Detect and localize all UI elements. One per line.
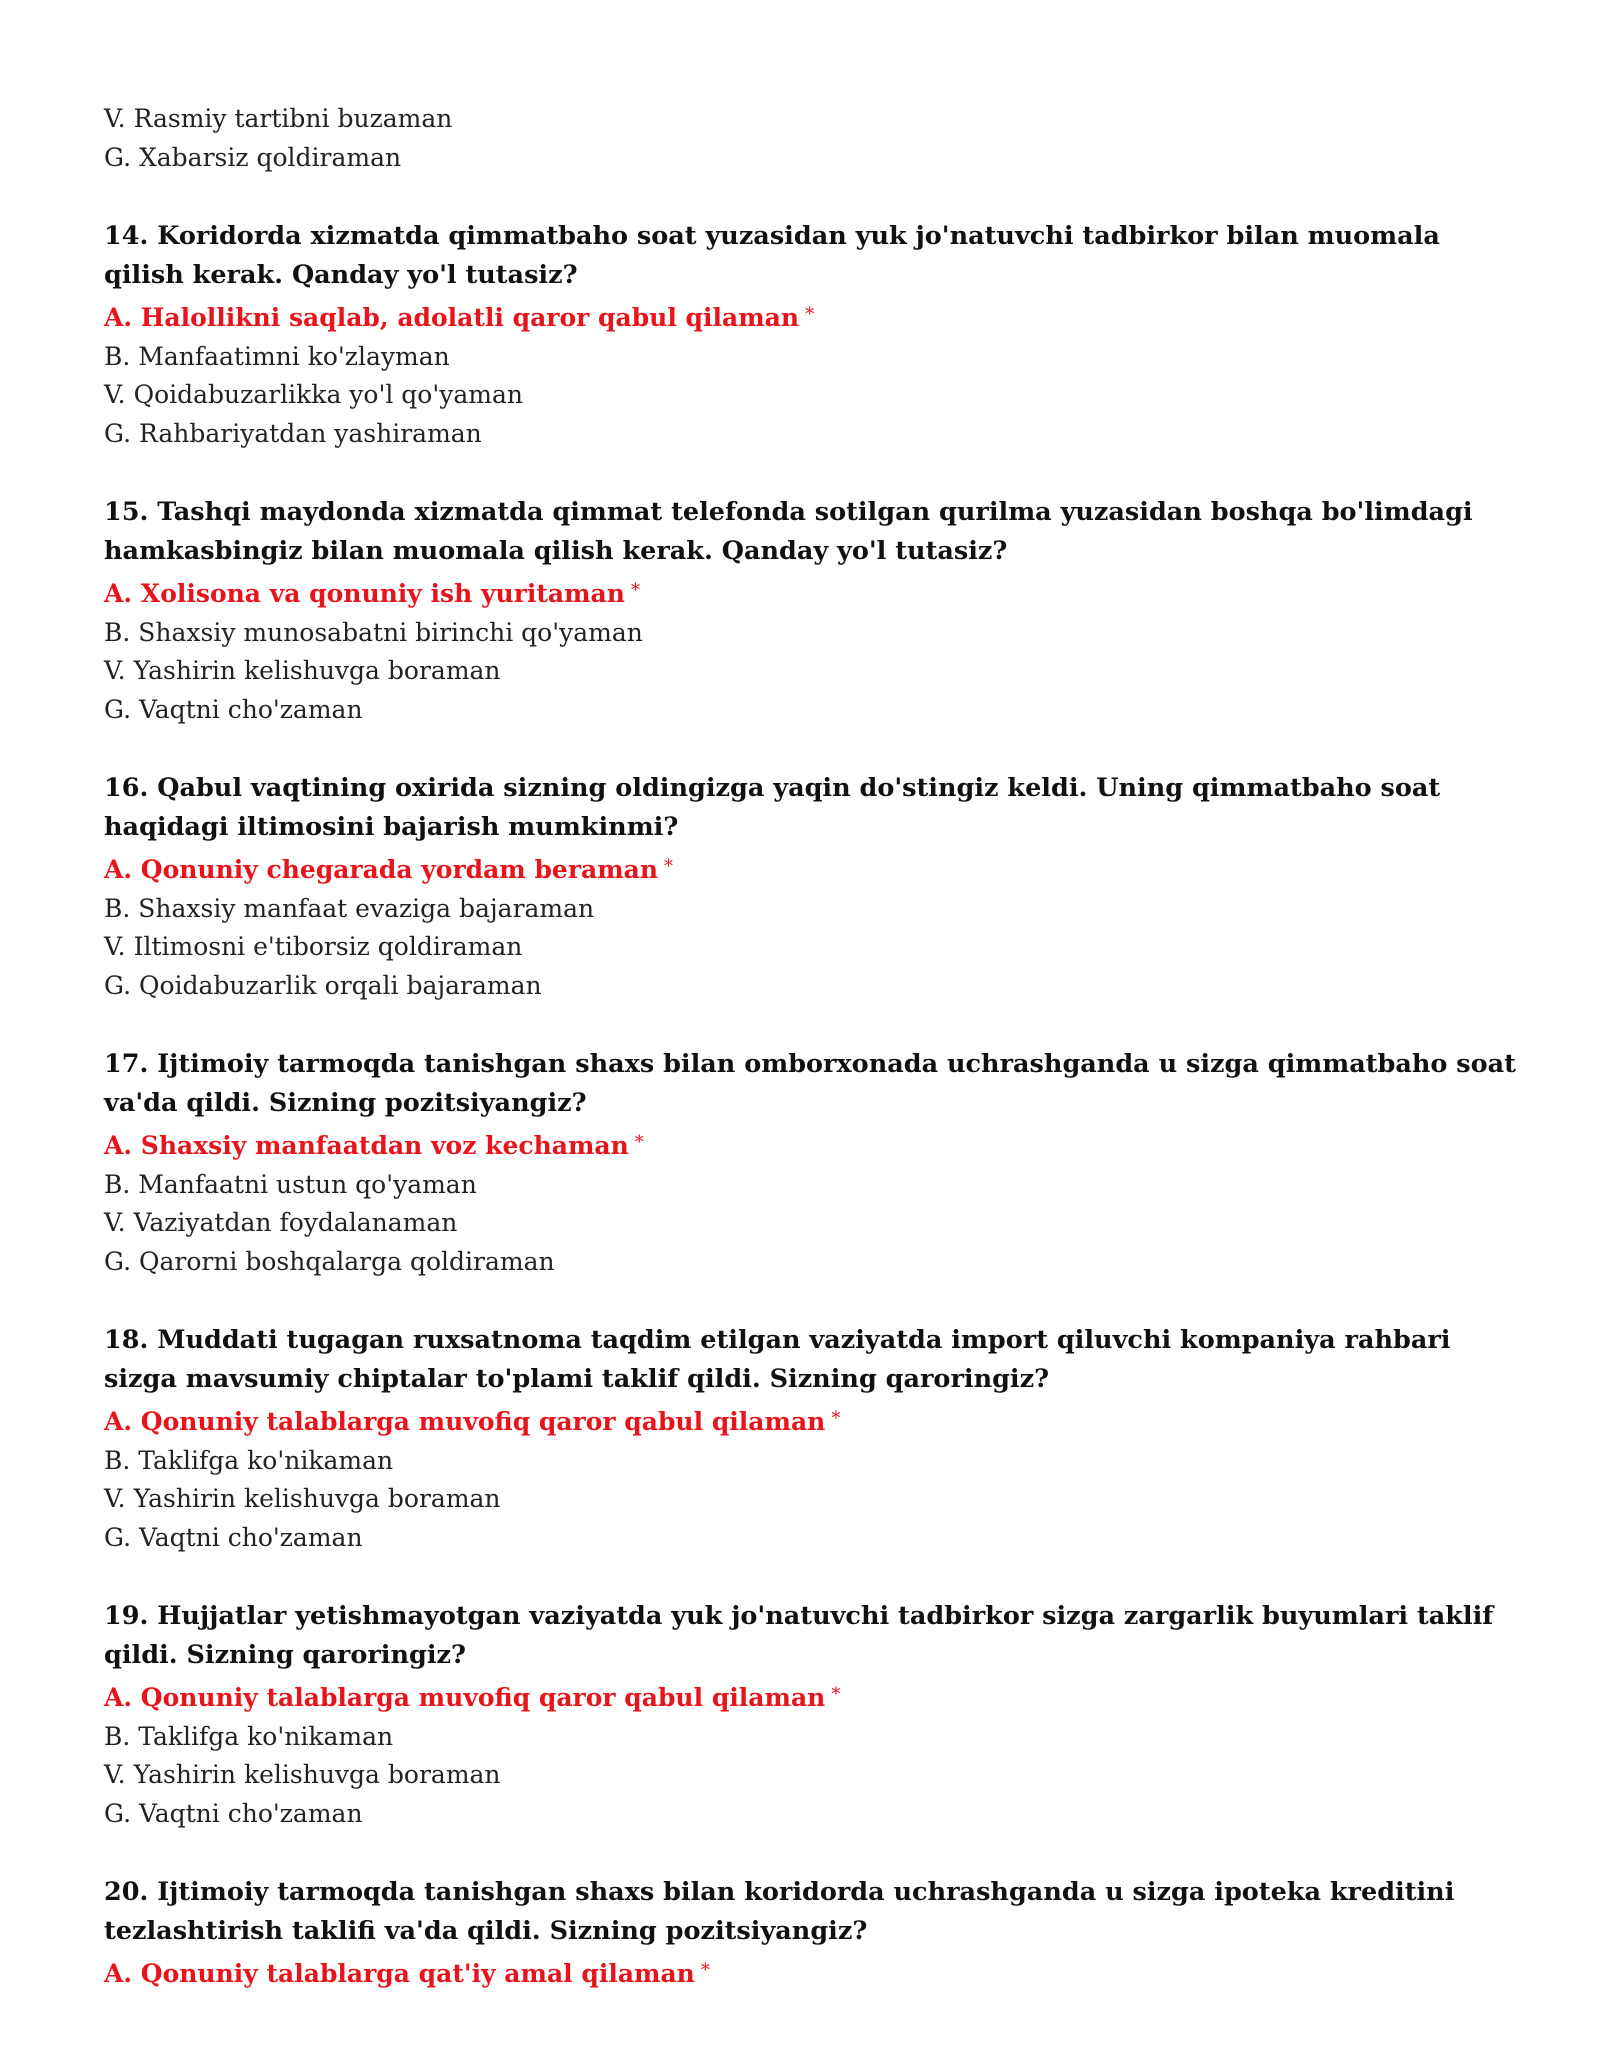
- option-line: G. Qoidabuzarlik orqali bajaraman: [104, 970, 542, 1000]
- question-14: [104, 217, 1500, 453]
- correct-answer: [104, 296, 1500, 338]
- answer-text: A. Shaxsiy manfaatdan voz kechaman: [104, 1131, 629, 1160]
- question-19: [104, 1597, 1500, 1833]
- option-line: G. Vaqtni cho'zaman: [104, 1798, 363, 1828]
- asterisk-icon: *: [700, 1960, 710, 1981]
- question-16: [104, 769, 1500, 1005]
- option-line: B. Shaxsiy munosabatni birinchi qo'yaman: [104, 617, 643, 647]
- option-line: G. Xabarsiz qoldiraman: [104, 142, 402, 172]
- asterisk-icon: *: [805, 304, 815, 325]
- option-line: V. Yashirin kelishuvga boraman: [104, 1760, 501, 1789]
- option-line: B. Manfaatimni ko'zlayman: [104, 341, 450, 371]
- option-line: V. Iltimosni e'tiborsiz qoldiraman: [104, 932, 523, 961]
- answer-text: A. Halollikni saqlab, adolatli qaror qabul qilaman: [104, 303, 800, 332]
- option-line: V. Qoidabuzarlikka yo'l qo'yaman: [104, 380, 523, 409]
- asterisk-icon: *: [831, 1684, 841, 1705]
- option-line: G. Vaqtni cho'zaman: [104, 694, 363, 724]
- option-line: V. Vaziyatdan foydalanaman: [104, 1208, 458, 1237]
- option-line: G. Vaqtni cho'zaman: [104, 1522, 363, 1552]
- asterisk-icon: *: [634, 1132, 644, 1153]
- question-18: [104, 1321, 1500, 1557]
- correct-answer: [104, 1952, 1500, 1994]
- question-13-tail: [104, 100, 1500, 177]
- correct-answer: [104, 848, 1500, 890]
- question-text: 18. Muddati tugagan ruxsatnoma taqdim etilgan vaziyatda import qiluvchi kompaniya rahbari sizga mavsumiy chiptalar to'plami taklif qildi. Sizning qaroringiz?: [104, 1325, 1451, 1394]
- correct-answer: [104, 1676, 1500, 1718]
- answer-text: A. Xolisona va qonuniy ish yuritaman: [104, 579, 625, 608]
- option-line: B. Manfaatni ustun qo'yaman: [104, 1169, 477, 1199]
- question-text: 17. Ijtimoiy tarmoqda tanishgan shaxs bilan omborxonada uchrashganda u sizga qimmatbaho soat va'da qildi. Sizning pozitsiyangiz?: [104, 1049, 1516, 1118]
- option-line: B. Taklifga ko'nikaman: [104, 1721, 394, 1751]
- question-text: 20. Ijtimoiy tarmoqda tanishgan shaxs bilan koridorda uchrashganda u sizga ipoteka kreditini tezlashtirish taklifi va'da qildi. Sizning pozitsiyangiz?: [104, 1877, 1455, 1946]
- option-line: V. Yashirin kelishuvga boraman: [104, 1484, 501, 1513]
- correct-answer: [104, 1124, 1500, 1166]
- question-15: [104, 493, 1500, 729]
- question-text: 15. Tashqi maydonda xizmatda qimmat telefonda sotilgan qurilma yuzasidan boshqa bo'limdagi hamkasbingiz bilan muomala qilish kerak. Qanday yo'l tutasiz?: [104, 497, 1473, 566]
- question-text: 19. Hujjatlar yetishmayotgan vaziyatda yuk jo'natuvchi tadbirkor sizga zargarlik buyumlari taklif qildi. Sizning qaroringiz?: [104, 1601, 1494, 1670]
- answer-text: A. Qonuniy chegarada yordam beraman: [104, 855, 659, 884]
- question-text: 16. Qabul vaqtining oxirida sizning oldingizga yaqin do'stingiz keldi. Uning qimmatbaho soat haqidagi iltimosini bajarish mumkinmi?: [104, 773, 1441, 842]
- option-line: B. Shaxsiy manfaat evaziga bajaraman: [104, 893, 595, 923]
- question-text: 14. Koridorda xizmatda qimmatbaho soat yuzasidan yuk jo'natuvchi tadbirkor bilan muomala qilish kerak. Qanday yo'l tutasiz?: [104, 221, 1440, 290]
- option-line: B. Taklifga ko'nikaman: [104, 1445, 394, 1475]
- asterisk-icon: *: [831, 1408, 841, 1429]
- question-17: [104, 1045, 1516, 1281]
- answer-text: A. Qonuniy talablarga qat'iy amal qilaman: [104, 1959, 695, 1988]
- question-20: [104, 1873, 1500, 1994]
- option-line: G. Rahbariyatdan yashiraman: [104, 418, 482, 448]
- correct-answer: [104, 1400, 1500, 1442]
- answer-text: A. Qonuniy talablarga muvofiq qaror qabul qilaman: [104, 1683, 826, 1712]
- asterisk-icon: *: [664, 856, 674, 877]
- option-line: V. Rasmiy tartibni buzaman: [104, 104, 453, 133]
- correct-answer: [104, 572, 1500, 614]
- asterisk-icon: *: [630, 580, 640, 601]
- option-line: G. Qarorni boshqalarga qoldiraman: [104, 1246, 555, 1276]
- option-line: V. Yashirin kelishuvga boraman: [104, 656, 501, 685]
- answer-text: A. Qonuniy talablarga muvofiq qaror qabul qilaman: [104, 1407, 826, 1436]
